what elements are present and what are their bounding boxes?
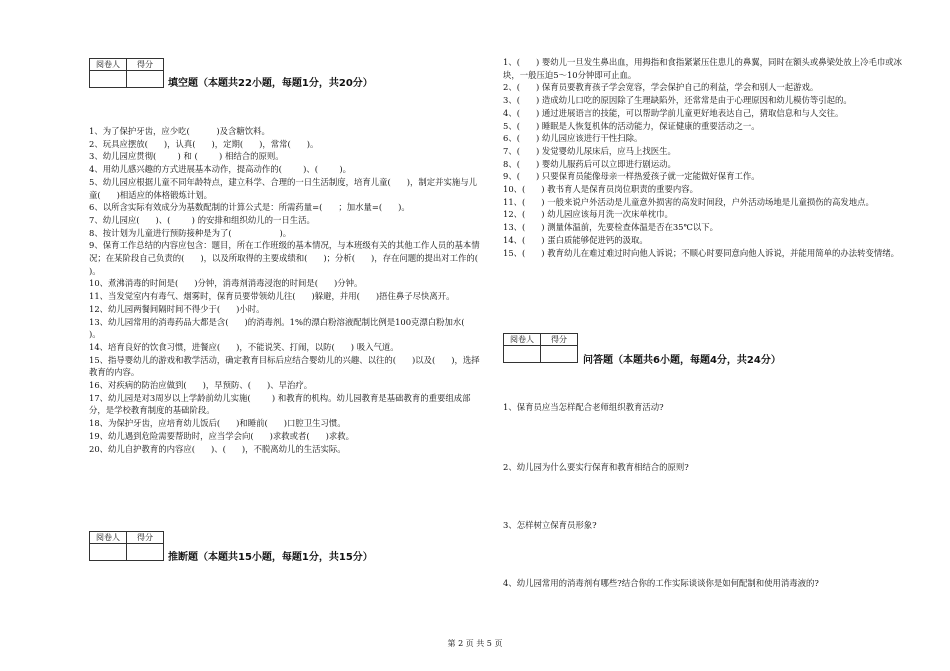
judge-question: 8、( ) 婴幼儿服药后可以立即进行剧运动。 — [503, 158, 676, 169]
judge-question: 15、( ) 教育幼儿在难过难过时向他人诉说；不顺心时要同意向他人诉说，并能用简单的办法转变情绪。 — [503, 247, 899, 258]
fill-question-list — [89, 125, 495, 455]
judge-question: 13、( ) 测量体温前，先要检查体温是否在35℃以下。 — [503, 222, 718, 233]
page-number: 第 2 页 共 5 页 — [447, 639, 503, 648]
fill-question: 4、用幼儿感兴趣的方式进展基本动作，提高动作的( )、( )。 — [89, 164, 351, 175]
reviewer-label: 阅卷人 — [90, 532, 127, 544]
essay-section-title: 问答题（本题共6小题，每题4分，共24分） — [583, 355, 781, 366]
fill-question: 5、幼儿园应根据儿童不同年龄特点，建立科学、合理的一日生活制度，培育儿童( )，制定并实施与儿童( )相适应的体格锻炼计划。 — [89, 176, 477, 200]
reviewer-cell — [504, 346, 541, 363]
fill-question: 3、幼儿园应贯彻( ) 和 ( ) 相结合的原则。 — [89, 151, 284, 162]
fill-question: 19、幼儿遇到危险需要帮助时，应当学会向( )求救或者( )求救。 — [89, 430, 355, 441]
fill-question: 2、玩具应摆放( )，认真( )，定期( )，常常( )。 — [89, 138, 319, 149]
judge-question: 14、( ) 蛋白质能够促进钙的汲取。 — [503, 234, 648, 245]
score-box-essay — [503, 333, 578, 363]
essay-question: 1、保育员应当怎样配合老师组织教育活动? — [503, 402, 664, 412]
judge-question: 11、( ) 一般来说户外活动是儿童意外损害的高发时间段，户外活动场地是儿童损伤的高发地点。 — [503, 196, 874, 207]
judge-question: 3、( ) 造成幼儿口吃的原因除了生理缺陷外，还常常是由于心理原因和幼儿模仿等引起的。 — [503, 95, 852, 106]
judge-question: 9、( ) 只要保育员能像母亲一样热爱孩子就一定能做好保育工作。 — [503, 171, 760, 182]
fill-question: 12、幼儿园两餐间隔时间不得少于( )小时。 — [89, 303, 265, 314]
fill-question: 10、煮沸消毒的时间是( )分钟，消毒剂消毒浸泡的时间是( )分钟。 — [89, 278, 363, 289]
judge-question: 7、( ) 发觉婴幼儿尿床后，应马上找医生。 — [503, 145, 676, 156]
fill-question: 11、当发觉室内有毒气、烟雾时，保育员要带领幼儿往( )躲避，并用( )捂住鼻子尽快离开。 — [89, 291, 455, 302]
fill-question: 20、幼儿自护教育的内容应( )、( )，不脱离幼儿的生活实际。 — [89, 443, 346, 454]
judge-section-title: 推断题（本题共15小题，每题1分，共15分） — [168, 552, 373, 563]
judge-question: 10、( ) 教书育人是保育员岗位职责的重要内容。 — [503, 184, 698, 195]
fill-question: 18、为保护牙齿，应培育幼儿饭后( )和睡前( )口腔卫生习惯。 — [89, 418, 346, 429]
judge-question: 2、( ) 保育员要教育孩子学会宽容，学会保护自己的利益，学会和别人一起游戏。 — [503, 82, 819, 93]
reviewer-label: 阅卷人 — [504, 334, 541, 346]
fill-question: 16、对疾病的防治应做到( )，早预防、( )、早治疗。 — [89, 380, 313, 391]
fill-section-title: 填空题（本题共22小题，每题1分，共20分） — [168, 78, 373, 89]
essay-question: 2、幼儿园为什么要实行保育和教育相结合的原则? — [503, 462, 689, 472]
fill-question: 9、保育工作总结的内容应包含：题目，所在工作班级的基本情况，与本班级有关的其他工作人员的基本情况；在某阶段自己负责的( )，以及所取得的主要成绩和( )；分析( )，存在问题的提出对工作的( )。 — [89, 240, 495, 276]
essay-question: 3、怎样树立保育员形象? — [503, 520, 597, 530]
score-box-judge — [89, 531, 164, 561]
fill-question: 8、按计划为儿童进行预防接种是为了( )。 — [89, 227, 292, 238]
fill-question: 7、幼儿园应( )、( ) 的安排和组织幼儿的一日生活。 — [89, 214, 315, 225]
score-cell — [127, 544, 164, 561]
judge-question: 4、( ) 通过进展语言的技能，可以帮助学前儿童更好地表达自己，猜取信息和与人交往。 — [503, 107, 844, 118]
fill-question: 6、以所含实际有效成分为基数配制的计算公式是：所需药量=( ；加水量=( )。 — [89, 202, 410, 213]
judge-question: 1、( ) 婴幼儿一旦发生鼻出血，用拇指和食指紧紧压住患儿的鼻翼，同时在额头或鼻梁处放上冷毛巾或冰块，一般压迫5～10分钟即可止血。 — [503, 57, 902, 80]
judge-question: 12、( ) 幼儿园应该每月洗一次床单枕巾。 — [503, 209, 673, 220]
fill-question: 15、指导婴幼儿的游戏和教学活动，确定教育目标后应结合婴幼儿的兴趣、以往的( )以及( )，选择教育的内容。 — [89, 354, 480, 378]
fill-question: 13、幼儿园常用的消毒药品大都是含( )的消毒剂。1%的漂白粉溶液配制比例是100克漂白粉加水( )。 — [89, 316, 481, 340]
fill-question: 17、幼儿园是对3周岁以上学龄前幼儿实施( ) 和教育的机构。幼儿园教育是基础教育的重要组成部分，是学校教育制度的基础阶段。 — [89, 392, 471, 416]
fill-question: 14、培育良好的饮食习惯，进餐应( )，不能说笑、打闹，以防( ) 吸入气道。 — [89, 341, 399, 352]
reviewer-label: 阅卷人 — [90, 59, 127, 71]
judge-question: 6、( ) 幼儿园应该进行干性扫除。 — [503, 133, 643, 144]
score-label: 得分 — [541, 334, 578, 346]
reviewer-cell — [90, 544, 127, 561]
judge-question: 5、( ) 睡眠是人恢复机体的活动能力，保证健康的重要活动之一。 — [503, 120, 760, 131]
judge-question-list — [503, 56, 903, 259]
essay-question: 4、幼儿园常用的消毒剂有哪些?结合你的工作实际谈谈你是如何配制和使用消毒液的? — [503, 578, 819, 588]
reviewer-cell — [90, 71, 127, 88]
score-cell — [541, 346, 578, 363]
score-cell — [127, 71, 164, 88]
score-box-fill — [89, 58, 164, 88]
score-label: 得分 — [127, 59, 164, 71]
fill-question: 1、为了保护牙齿，应少吃( )及含糖饮料。 — [89, 126, 270, 136]
score-label: 得分 — [127, 532, 164, 544]
